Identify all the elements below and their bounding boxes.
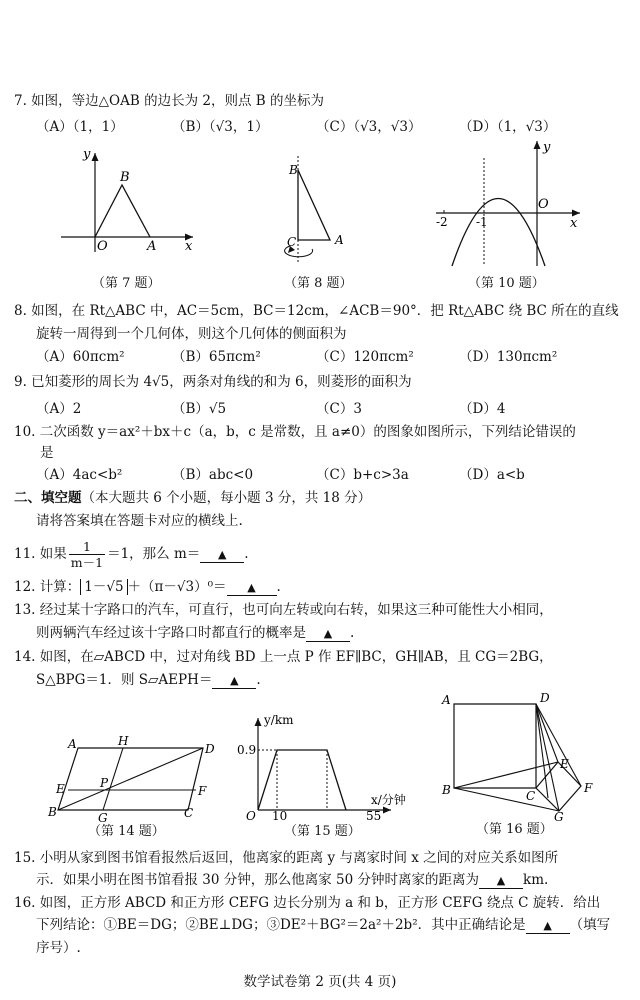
figure-8 [282, 152, 362, 272]
fig10-label-x: x [570, 216, 578, 231]
q15-end: km. [523, 872, 549, 888]
fig14-label-h: H [118, 734, 129, 748]
q16-line2-row [36, 916, 610, 934]
q14-answer-blank: ▲ [212, 674, 256, 689]
fig8-caption: （第 8 题） [284, 276, 353, 291]
figure-15 [236, 712, 406, 823]
q12-pre: 12. 计算： [14, 579, 81, 595]
q12-mid: ＋（π－√3）⁰＝ [127, 579, 227, 595]
q10-line2: 是 [40, 445, 54, 461]
fig16-label-b: B [442, 783, 451, 797]
q7-option-d: （D）（1，√3） [459, 119, 557, 135]
q11-frac-num: 1 [69, 539, 105, 555]
figure-14 [48, 733, 218, 823]
fig8-label-a: A [335, 233, 344, 247]
q11-pre: 11. 如果 [14, 546, 67, 562]
fig16-label-d: D [540, 691, 550, 705]
q12-end: . [276, 579, 281, 595]
q10-option-a: （A）4ac<b² [36, 467, 123, 483]
fig14-label-a: A [68, 737, 77, 751]
fig10-label-neg2: -2 [436, 215, 448, 229]
fig10-label-neg1: -1 [476, 215, 488, 229]
fig7-label-a: A [147, 239, 157, 254]
q11-end: . [244, 546, 249, 562]
section2-heading [14, 489, 371, 507]
q16-line1: 16. 如图，正方形 ABCD 和正方形 CEFG 边长分别为 a 和 b，正方形 CEFG 绕点 C 旋转．给出 [14, 895, 601, 911]
fig16-label-f: F [584, 781, 593, 795]
q11-frac-den: m－1 [70, 555, 104, 570]
q11 [14, 536, 249, 572]
q8-option-a: （A）60πcm² [36, 349, 125, 365]
q7-option-b: （B）（√3，1） [172, 119, 269, 135]
q14-line1: 14. 如图，在▱ABCD 中，过对角线 BD 上一点 P 作 EF∥BC，GH∥AB，且 CG＝2BG， [14, 649, 553, 665]
q8-line2: 旋转一周得到一个几何体，则这个几何体的侧面积为 [36, 326, 347, 342]
fig10-label-o: O [538, 197, 549, 212]
fig8-label-c: C [287, 235, 297, 249]
fig15-label-55: 55 [366, 809, 382, 823]
fig16-label-c: C [526, 789, 536, 803]
q16-line3: 序号）. [36, 940, 81, 956]
fig14-label-b: B [48, 805, 57, 819]
fig15-label-xlabel: x/分钟 [371, 793, 406, 807]
q16-line2-end: （填写 [569, 917, 611, 933]
fig7-label-y: y [83, 147, 91, 162]
q7-option-a: （A）（1，1） [36, 119, 124, 135]
q15-line2: 示．如果小明在图书馆看报 30 分钟，那么他离家 50 分钟时离家的距离为 [36, 872, 480, 888]
fig14-label-d: D [205, 742, 215, 756]
fig14-label-p: P [100, 776, 109, 790]
q16-answer-blank: ▲ [526, 919, 570, 934]
q15-line2-row [36, 871, 548, 889]
q8-option-b: （B）65πcm² [172, 349, 261, 365]
fig8-label-b: B [289, 163, 298, 177]
q12-abs: 1－√5 [80, 579, 127, 595]
fig15-caption: （第 15 题） [284, 824, 361, 839]
q13-answer-blank: ▲ [306, 627, 350, 642]
q11-fraction [69, 539, 105, 570]
fig14-label-g: G [98, 811, 108, 825]
q10-option-b: （B）abc<0 [172, 467, 254, 483]
q9-option-a: （A）2 [36, 401, 82, 417]
fig14-caption: （第 14 题） [88, 824, 165, 839]
q13-end: . [350, 625, 355, 641]
q11-answer-blank: ▲ [200, 548, 244, 563]
fig14-label-c: C [184, 806, 194, 820]
q12 [14, 578, 281, 596]
q10-option-d: （D）a<b [459, 467, 525, 483]
q12-answer-blank: ▲ [227, 581, 277, 596]
fig10-caption: （第 10 题） [468, 276, 545, 291]
section2-title: 二、填空题 [14, 490, 82, 506]
fig15-label-10: 10 [272, 809, 288, 823]
fig15-label-ylabel: y/km [264, 713, 294, 727]
fig16-label-a: A [442, 693, 451, 707]
q8-option-d: （D）130πcm² [459, 349, 558, 365]
fig16-caption: （第 16 题） [476, 822, 553, 837]
q13-line1: 13. 经过某十字路口的汽车，可直行，也可向左转或向右转，如果这三种可能性大小相同， [14, 602, 553, 618]
fig14-label-e: E [56, 782, 65, 796]
q14-line2-row [36, 671, 261, 689]
q13-line2-row [36, 624, 354, 642]
q10-line1: 10. 二次函数 y＝ax²＋bx＋c（a，b，c 是常数，且 a≠0）的图象如图所示，下列结论错误的 [14, 424, 576, 440]
fig7-caption: （第 7 题） [92, 276, 161, 291]
q7-option-c: （C）（√3，√3） [316, 119, 422, 135]
page-footer: 数学试卷第 2 页(共 4 页) [243, 974, 397, 990]
q8-option-c: （C）120πcm² [316, 349, 414, 365]
section2-instruction: 请将答案填在答题卡对应的横线上. [36, 513, 243, 529]
q15-line1: 15. 小明从家到图书馆看报然后返回，他离家的距离 y 与离家时间 x 之间的对应关系如图所 [14, 850, 559, 866]
fig15-label-o: O [246, 809, 256, 823]
q7-stem: 7. 如图，等边△OAB 的边长为 2，则点 B 的坐标为 [14, 93, 324, 109]
fig7-label-b: B [120, 170, 130, 185]
q14-end: . [256, 672, 261, 688]
q13-line2: 则两辆汽车经过该十字路口时都直行的概率是 [36, 625, 306, 641]
fig15-label-09: 0.9 [237, 743, 257, 757]
fig16-label-e: E [560, 757, 569, 771]
fig16-label-g: G [554, 810, 564, 824]
q11-post: ＝1，那么 m＝ [107, 546, 201, 562]
q15-answer-blank: ▲ [479, 874, 523, 889]
q16-line2: 下列结论：①BE＝DG；②BE⊥DG；③DE²＋BG²＝2a²＋2b²．其中正确结论是 [36, 917, 526, 933]
q9-stem: 9. 已知菱形的周长为 4√5，两条对角线的和为 6，则菱形的面积为 [14, 374, 412, 390]
fig14-label-f: F [198, 784, 207, 798]
fig10-label-y: y [543, 140, 551, 155]
fig7-label-x: x [185, 239, 193, 254]
q9-option-c: （C）3 [316, 401, 362, 417]
figure-10 [430, 138, 590, 268]
q14-line2: S△BPG＝1．则 S▱AEPH＝ [36, 672, 213, 688]
figure-7 [55, 148, 200, 258]
q8-line1: 8. 如图，在 Rt△ABC 中，AC＝5cm，BC＝12cm，∠ACB＝90°．把 Rt△ABC 绕 BC 所在的直线 [14, 303, 619, 319]
q10-option-c: （C）b+c>3a [316, 467, 409, 483]
fig7-label-o: O [97, 239, 108, 254]
figure-16 [436, 690, 606, 824]
section2-note: （本大题共 6 个小题，每小题 3 分，共 18 分） [81, 490, 372, 506]
q9-option-d: （D）4 [459, 401, 506, 417]
q9-option-b: （B）√5 [172, 401, 227, 417]
